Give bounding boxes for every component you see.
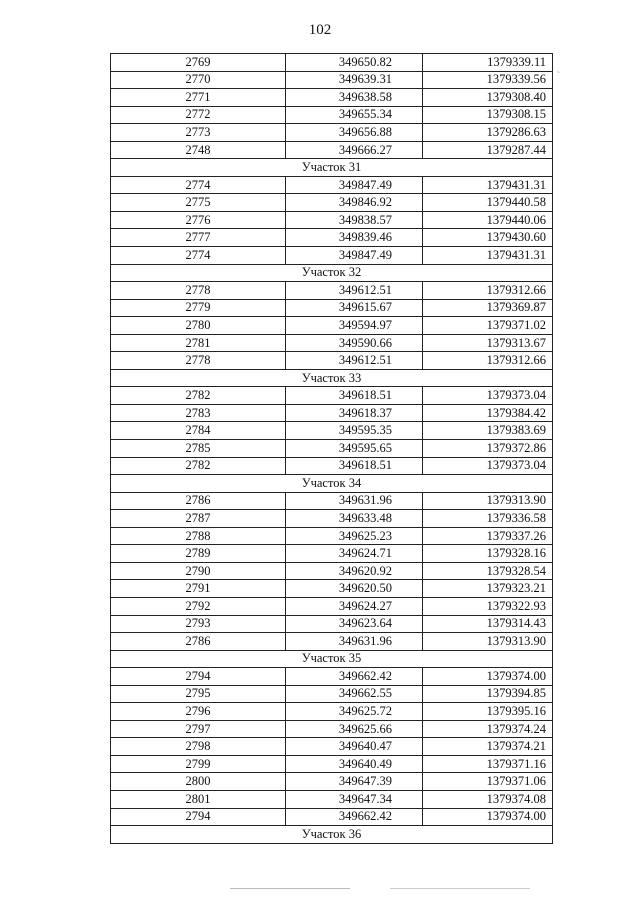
y-coordinate-cell: 1379394.85 <box>423 685 553 703</box>
y-coordinate-cell: 1379336.58 <box>423 510 553 528</box>
table-row <box>111 685 553 703</box>
y-coordinate-cell: 1379339.11 <box>423 54 553 72</box>
table-row <box>111 720 553 738</box>
y-coordinate-cell: 1379308.40 <box>423 89 553 107</box>
y-coordinate-cell: 1379371.06 <box>423 773 553 791</box>
section-label: Участок 35 <box>111 650 553 668</box>
point-number-cell: 2771 <box>111 89 286 107</box>
y-coordinate-cell: 1379312.66 <box>423 352 553 370</box>
point-number-cell: 2784 <box>111 422 286 440</box>
table-row <box>111 334 553 352</box>
table-row <box>111 457 553 475</box>
table-row <box>111 668 553 686</box>
section-label: Участок 36 <box>111 826 553 844</box>
y-coordinate-cell: 1379323.21 <box>423 580 553 598</box>
y-coordinate-cell: 1379369.87 <box>423 299 553 317</box>
point-number-cell: 2776 <box>111 211 286 229</box>
x-coordinate-cell: 349594.97 <box>286 317 423 335</box>
table-row <box>111 282 553 300</box>
table-row <box>111 176 553 194</box>
x-coordinate-cell: 349847.49 <box>286 247 423 265</box>
table-row <box>111 89 553 107</box>
point-number-cell: 2778 <box>111 282 286 300</box>
table-row <box>111 562 553 580</box>
table-row <box>111 703 553 721</box>
point-number-cell: 2774 <box>111 176 286 194</box>
x-coordinate-cell: 349839.46 <box>286 229 423 247</box>
x-coordinate-cell: 349624.27 <box>286 597 423 615</box>
y-coordinate-cell: 1379314.43 <box>423 615 553 633</box>
coordinates-table <box>110 53 553 844</box>
x-coordinate-cell: 349625.66 <box>286 720 423 738</box>
point-number-cell: 2799 <box>111 755 286 773</box>
table-row <box>111 299 553 317</box>
x-coordinate-cell: 349633.48 <box>286 510 423 528</box>
y-coordinate-cell: 1379440.58 <box>423 194 553 212</box>
y-coordinate-cell: 1379383.69 <box>423 422 553 440</box>
point-number-cell: 2772 <box>111 106 286 124</box>
section-header-row <box>111 826 553 844</box>
x-coordinate-cell: 349662.42 <box>286 808 423 826</box>
section-header-row <box>111 369 553 387</box>
x-coordinate-cell: 349618.51 <box>286 387 423 405</box>
y-coordinate-cell: 1379395.16 <box>423 703 553 721</box>
point-number-cell: 2786 <box>111 633 286 651</box>
table-row <box>111 545 553 563</box>
point-number-cell: 2801 <box>111 790 286 808</box>
y-coordinate-cell: 1379374.00 <box>423 808 553 826</box>
y-coordinate-cell: 1379374.00 <box>423 668 553 686</box>
y-coordinate-cell: 1379384.42 <box>423 404 553 422</box>
table-row <box>111 510 553 528</box>
y-coordinate-cell: 1379286.63 <box>423 124 553 142</box>
table-row <box>111 106 553 124</box>
x-coordinate-cell: 349640.47 <box>286 738 423 756</box>
point-number-cell: 2785 <box>111 440 286 458</box>
point-number-cell: 2778 <box>111 352 286 370</box>
table-row <box>111 773 553 791</box>
point-number-cell: 2781 <box>111 334 286 352</box>
x-coordinate-cell: 349618.37 <box>286 404 423 422</box>
table-row <box>111 247 553 265</box>
x-coordinate-cell: 349595.65 <box>286 440 423 458</box>
x-coordinate-cell: 349847.49 <box>286 176 423 194</box>
x-coordinate-cell: 349647.34 <box>286 790 423 808</box>
x-coordinate-cell: 349612.51 <box>286 282 423 300</box>
point-number-cell: 2789 <box>111 545 286 563</box>
table-row <box>111 790 553 808</box>
point-number-cell: 2797 <box>111 720 286 738</box>
y-coordinate-cell: 1379287.44 <box>423 141 553 159</box>
point-number-cell: 2782 <box>111 457 286 475</box>
y-coordinate-cell: 1379313.67 <box>423 334 553 352</box>
y-coordinate-cell: 1379328.16 <box>423 545 553 563</box>
table-row <box>111 54 553 72</box>
section-header-row <box>111 159 553 177</box>
point-number-cell: 2775 <box>111 194 286 212</box>
x-coordinate-cell: 349647.39 <box>286 773 423 791</box>
y-coordinate-cell: 1379431.31 <box>423 247 553 265</box>
footer-rule <box>230 888 350 889</box>
x-coordinate-cell: 349638.58 <box>286 89 423 107</box>
y-coordinate-cell: 1379431.31 <box>423 176 553 194</box>
x-coordinate-cell: 349655.34 <box>286 106 423 124</box>
x-coordinate-cell: 349656.88 <box>286 124 423 142</box>
y-coordinate-cell: 1379373.04 <box>423 457 553 475</box>
point-number-cell: 2794 <box>111 808 286 826</box>
x-coordinate-cell: 349666.27 <box>286 141 423 159</box>
point-number-cell: 2780 <box>111 317 286 335</box>
table-row <box>111 387 553 405</box>
point-number-cell: 2800 <box>111 773 286 791</box>
x-coordinate-cell: 349620.92 <box>286 562 423 580</box>
table-row <box>111 317 553 335</box>
point-number-cell: 2779 <box>111 299 286 317</box>
y-coordinate-cell: 1379337.26 <box>423 527 553 545</box>
x-coordinate-cell: 349590.66 <box>286 334 423 352</box>
section-label: Участок 31 <box>111 159 553 177</box>
point-number-cell: 2770 <box>111 71 286 89</box>
table-row <box>111 755 553 773</box>
point-number-cell: 2798 <box>111 738 286 756</box>
x-coordinate-cell: 349623.64 <box>286 615 423 633</box>
footer-rule <box>390 888 530 889</box>
x-coordinate-cell: 349625.23 <box>286 527 423 545</box>
y-coordinate-cell: 1379371.02 <box>423 317 553 335</box>
scan-artifact: ` <box>557 70 560 80</box>
point-number-cell: 2790 <box>111 562 286 580</box>
y-coordinate-cell: 1379312.66 <box>423 282 553 300</box>
point-number-cell: 2788 <box>111 527 286 545</box>
point-number-cell: 2796 <box>111 703 286 721</box>
x-coordinate-cell: 349631.96 <box>286 492 423 510</box>
y-coordinate-cell: 1379328.54 <box>423 562 553 580</box>
section-header-row <box>111 650 553 668</box>
x-coordinate-cell: 349631.96 <box>286 633 423 651</box>
y-coordinate-cell: 1379374.08 <box>423 790 553 808</box>
point-number-cell: 2795 <box>111 685 286 703</box>
table-row <box>111 597 553 615</box>
coordinates-table-body <box>111 54 553 844</box>
page-number: 102 <box>308 22 332 38</box>
point-number-cell: 2774 <box>111 247 286 265</box>
section-label: Участок 34 <box>111 475 553 493</box>
table-row <box>111 229 553 247</box>
point-number-cell: 2782 <box>111 387 286 405</box>
point-number-cell: 2773 <box>111 124 286 142</box>
y-coordinate-cell: 1379322.93 <box>423 597 553 615</box>
table-row <box>111 211 553 229</box>
table-row <box>111 808 553 826</box>
x-coordinate-cell: 349662.42 <box>286 668 423 686</box>
point-number-cell: 2792 <box>111 597 286 615</box>
y-coordinate-cell: 1379313.90 <box>423 633 553 651</box>
point-number-cell: 2769 <box>111 54 286 72</box>
table-row <box>111 404 553 422</box>
point-number-cell: 2783 <box>111 404 286 422</box>
x-coordinate-cell: 349624.71 <box>286 545 423 563</box>
table-row <box>111 527 553 545</box>
point-number-cell: 2777 <box>111 229 286 247</box>
y-coordinate-cell: 1379374.24 <box>423 720 553 738</box>
table-row <box>111 633 553 651</box>
y-coordinate-cell: 1379440.06 <box>423 211 553 229</box>
point-number-cell: 2793 <box>111 615 286 633</box>
table-row <box>111 141 553 159</box>
x-coordinate-cell: 349615.67 <box>286 299 423 317</box>
section-label: Участок 32 <box>111 264 553 282</box>
point-number-cell: 2786 <box>111 492 286 510</box>
y-coordinate-cell: 1379373.04 <box>423 387 553 405</box>
x-coordinate-cell: 349625.72 <box>286 703 423 721</box>
table-row <box>111 124 553 142</box>
point-number-cell: 2791 <box>111 580 286 598</box>
table-row <box>111 738 553 756</box>
x-coordinate-cell: 349838.57 <box>286 211 423 229</box>
table-row <box>111 440 553 458</box>
x-coordinate-cell: 349650.82 <box>286 54 423 72</box>
x-coordinate-cell: 349612.51 <box>286 352 423 370</box>
table-row <box>111 492 553 510</box>
x-coordinate-cell: 349662.55 <box>286 685 423 703</box>
x-coordinate-cell: 349595.35 <box>286 422 423 440</box>
point-number-cell: 2787 <box>111 510 286 528</box>
y-coordinate-cell: 1379371.16 <box>423 755 553 773</box>
x-coordinate-cell: 349618.51 <box>286 457 423 475</box>
section-header-row <box>111 264 553 282</box>
x-coordinate-cell: 349620.50 <box>286 580 423 598</box>
section-header-row <box>111 475 553 493</box>
y-coordinate-cell: 1379308.15 <box>423 106 553 124</box>
x-coordinate-cell: 349639.31 <box>286 71 423 89</box>
point-number-cell: 2794 <box>111 668 286 686</box>
table-row <box>111 580 553 598</box>
table-row <box>111 194 553 212</box>
x-coordinate-cell: 349640.49 <box>286 755 423 773</box>
table-row <box>111 422 553 440</box>
y-coordinate-cell: 1379372.86 <box>423 440 553 458</box>
y-coordinate-cell: 1379374.21 <box>423 738 553 756</box>
table-row <box>111 615 553 633</box>
y-coordinate-cell: 1379313.90 <box>423 492 553 510</box>
x-coordinate-cell: 349846.92 <box>286 194 423 212</box>
table-row <box>111 352 553 370</box>
y-coordinate-cell: 1379339.56 <box>423 71 553 89</box>
point-number-cell: 2748 <box>111 141 286 159</box>
section-label: Участок 33 <box>111 369 553 387</box>
table-row <box>111 71 553 89</box>
y-coordinate-cell: 1379430.60 <box>423 229 553 247</box>
